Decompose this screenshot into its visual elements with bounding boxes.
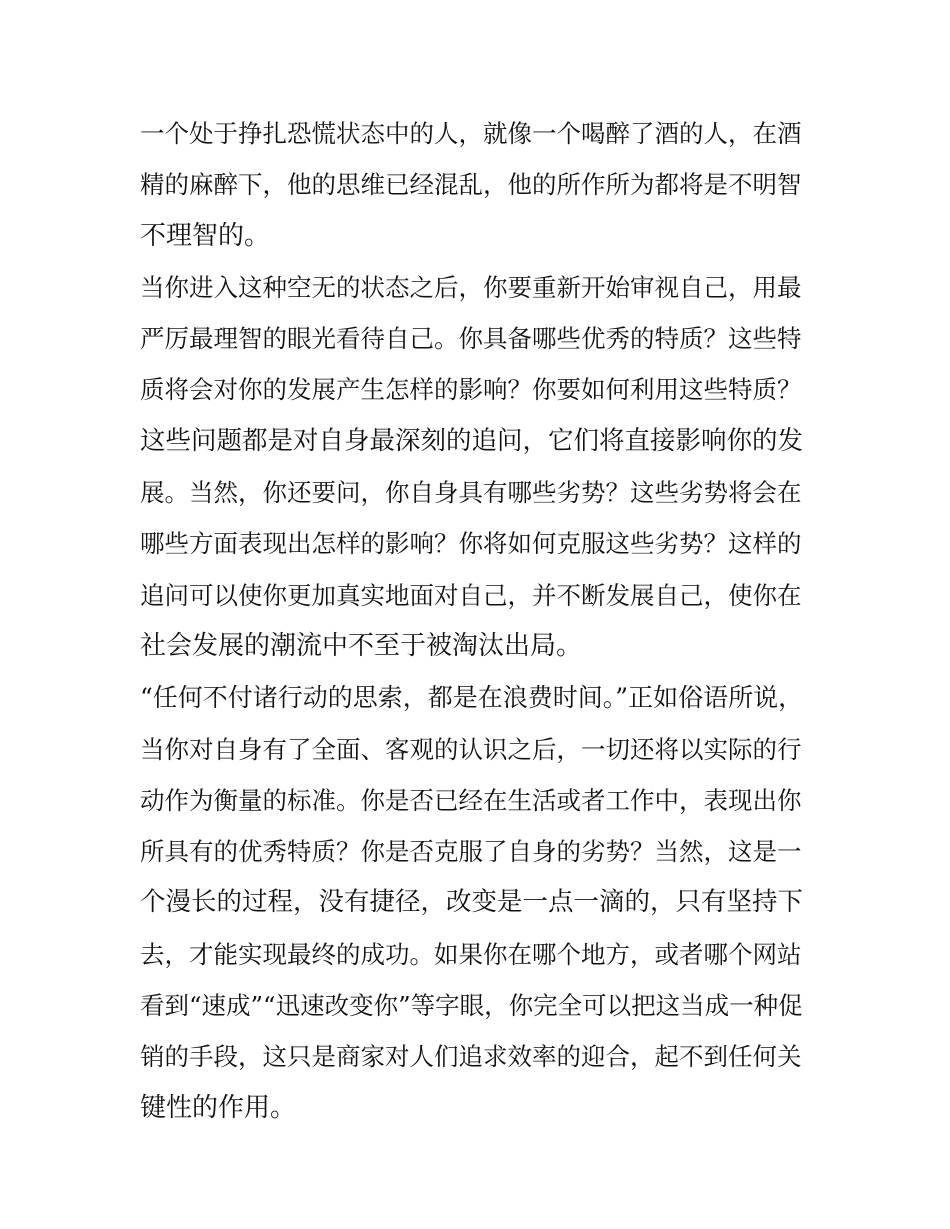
- text-line: 这些问题都是对自身最深刻的追问，它们将直接影响你的发: [140, 425, 804, 456]
- text-line: 所具有的优秀特质？你是否克服了自身的劣势？当然，这是一: [140, 837, 802, 867]
- text-line: 哪些方面表现出怎样的影响？你将如何克服这些劣势？这样的: [140, 529, 802, 559]
- text-line: 质将会对你的发展产生怎样的影响？你要如何利用这些特质？: [140, 375, 802, 405]
- text-line: 严厉最理智的眼光看待自己。你具备哪些优秀的特质？这些特: [140, 324, 802, 354]
- text-line: 当你对自身有了全面、客观的认识之后，一切还将以实际的行: [140, 734, 802, 764]
- text-line: 看到“速成”“迅速改变你”等字眼，你完全可以把这当成一种促: [140, 991, 803, 1021]
- text-line: 去，才能实现最终的成功。如果你在哪个地方，或者哪个网站: [140, 939, 802, 969]
- text-line: 销的手段，这只是商家对人们追求效率的迎合，起不到任何关: [140, 1042, 802, 1072]
- text-line: 键性的作用。: [140, 1092, 297, 1123]
- text-line: 精的麻醉下，他的思维已经混乱，他的所作所为都将是不明智: [140, 170, 802, 200]
- text-line: 展。当然，你还要问，你自身具有哪些劣势？这些劣势将会在: [140, 478, 802, 508]
- text-line: 不理智的。: [140, 220, 271, 251]
- text-line: 追问可以使你更加真实地面对自己，并不断发展自己，使你在: [140, 580, 802, 610]
- text-line: 个漫长的过程，没有捷径，改变是一点一滴的，只有坚持下: [140, 887, 804, 918]
- text-line: 动作为衡量的标准。你是否已经在生活或者工作中，表现出你: [140, 785, 802, 815]
- text-line: 当你进入这种空无的状态之后，你要重新开始审视自己，用最: [140, 272, 802, 302]
- text-line: 一个处于挣扎恐慌状态中的人，就像一个喝醉了酒的人，在酒: [140, 119, 802, 148]
- text-line: 社会发展的潮流中不至于被淘汰出局。: [140, 630, 583, 661]
- text-line: “任何不付诸行动的思索，都是在浪费时间。”正如俗语所说，: [140, 683, 804, 713]
- body-text: [140, 108, 812, 1134]
